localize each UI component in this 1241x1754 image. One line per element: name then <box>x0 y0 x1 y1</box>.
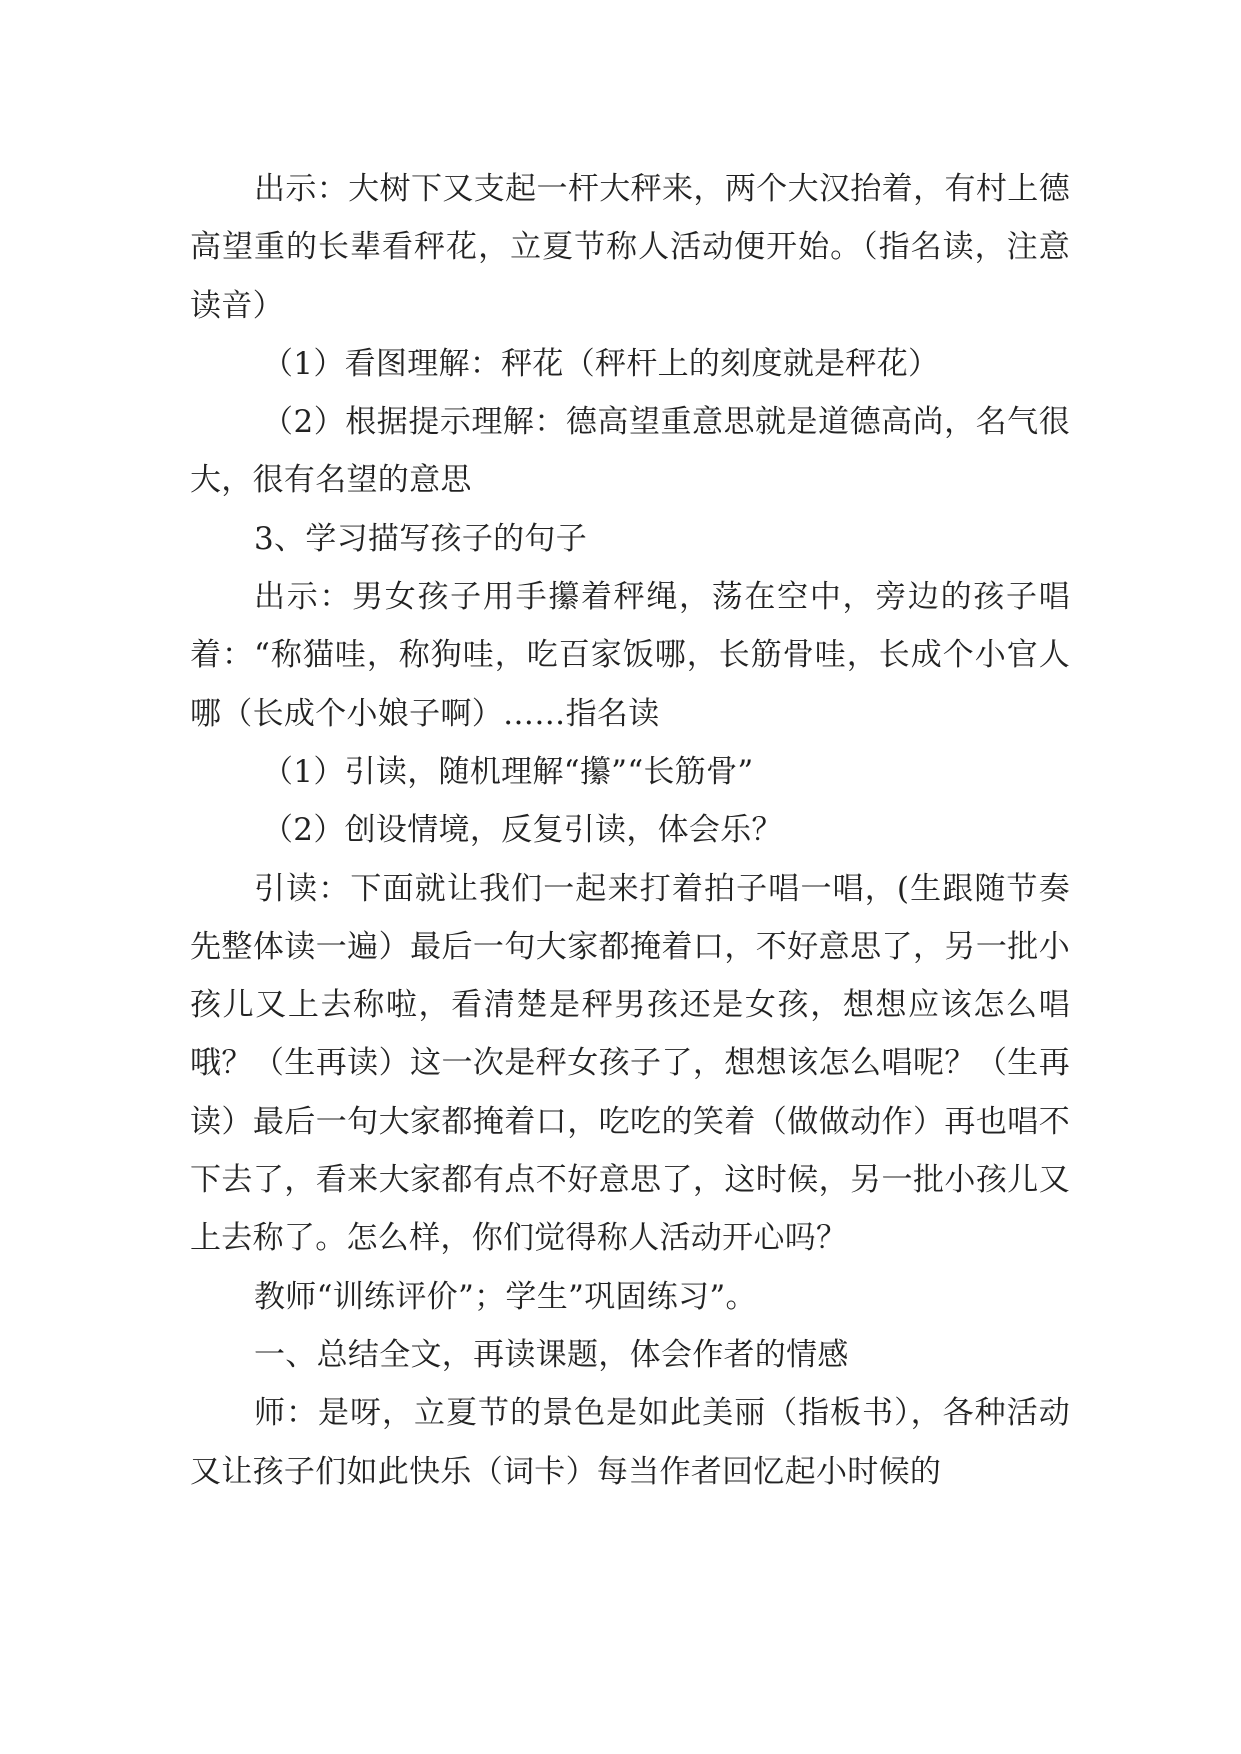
paragraph-11: 师：是呀，立夏节的景色是如此美丽（指板书），各种活动又让孩子们如此快乐（词卡）每当作者回忆起小时候的 <box>190 1395 1070 1490</box>
paragraph-5: 出示：男女孩子用手攥着秤绳，荡在空中，旁边的孩子唱着：“称猫哇，称狗哇，吃百家饭哪，长筋骨哇，长成个小官人哪（长成个小娘子啊）……指名读 <box>190 579 1070 732</box>
document-page <box>190 160 1070 1501</box>
paragraph-7: （2）创设情境，反复引读，体会乐？ <box>262 812 783 849</box>
paragraph-1: 出示：大树下又支起一杆大秤来，两个大汉抬着，有村上德高望重的长辈看秤花，立夏节称人活动便开始。（指名读，注意读音） <box>190 171 1070 324</box>
paragraph-6: （1）引读，随机理解“攥”“长筋骨” <box>262 753 754 790</box>
paragraph-10: 一、总结全文，再读课题，体会作者的情感 <box>254 1336 849 1373</box>
paragraph-8: 引读：下面就让我们一起来打着拍子唱一唱，(生跟随节奏先整体读一遍）最后一句大家都掩着口，不好意思了，另一批小孩儿又上去称啦，看清楚是秤男孩还是女孩，想想应该怎么唱哦？（生再读）这一次是秤女孩子了，想想该怎么唱呢？（生再读）最后一句大家都掩着口，吃吃的笑着（做做动作）再也唱不下去了，看来大家都有点不好意思了，这时候，另一批小孩儿又上去称了。怎么样，你们觉得称人活动开心吗？ <box>190 870 1070 1257</box>
paragraph-4: 3、学习描写孩子的句子 <box>254 520 588 557</box>
paragraph-2: （1）看图理解：秤花（秤杆上的刻度就是秤花） <box>262 345 940 382</box>
paragraph-3: （2）根据提示理解：德高望重意思就是道德高尚，名气很大，很有名望的意思 <box>190 404 1070 499</box>
paragraph-9: 教师“训练评价”；学生”巩固练习”。 <box>254 1278 757 1315</box>
